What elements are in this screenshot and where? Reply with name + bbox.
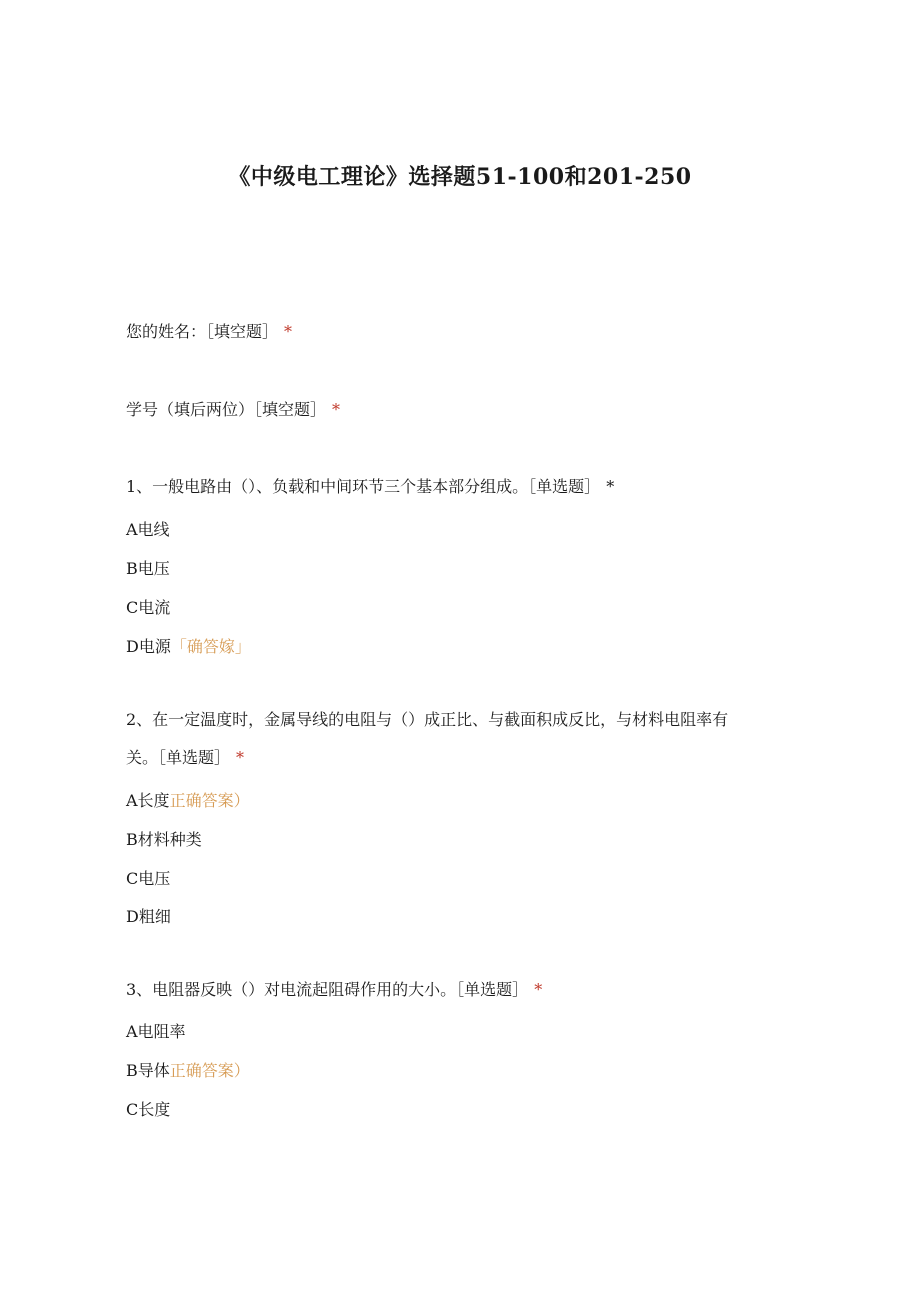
question-2-stem-line-1 — [126, 709, 728, 731]
question-2-option-d[interactable] — [126, 906, 171, 928]
option-text: D电源 — [126, 637, 171, 656]
required-marker: * — [332, 400, 341, 419]
question-3-option-b[interactable] — [126, 1060, 250, 1082]
question-2-text-cont: 关。［单选题］ — [126, 748, 231, 767]
question-1-option-c[interactable] — [126, 597, 170, 619]
option-text: A长度 — [126, 791, 170, 810]
option-text: C长度 — [126, 1100, 171, 1119]
student-id-field[interactable] — [126, 399, 340, 421]
question-3-option-c[interactable] — [126, 1099, 170, 1121]
option-text: B材料种类 — [126, 830, 202, 849]
option-text: C电流 — [126, 598, 171, 617]
question-2-option-a[interactable] — [126, 790, 250, 812]
answer-tag: 正确答案） — [169, 791, 250, 810]
question-3-text: 3、电阻器反映（）对电流起阻碍作用的大小。［单选题］ — [126, 980, 529, 999]
question-1-option-d[interactable] — [126, 636, 251, 658]
question-2-text: 2、在一定温度时，金属导线的电阻与（）成正比、与截面积成反比，与材料电阻率有 — [126, 710, 729, 729]
question-2-stem-line-2 — [126, 747, 244, 769]
page-title: 《中级电工理论》选择题51-100和201-250 — [228, 164, 692, 190]
question-1-option-b[interactable] — [126, 558, 170, 580]
student-id-field-label: 学号（填后两位）［填空题］ — [126, 400, 327, 419]
option-text: A电线 — [126, 520, 170, 539]
question-1-stem — [126, 476, 614, 498]
question-2-option-c[interactable] — [126, 868, 170, 890]
option-text: C电压 — [126, 869, 171, 888]
question-3-stem — [126, 979, 542, 1001]
required-marker: * — [606, 477, 615, 496]
question-2-option-b[interactable] — [126, 829, 202, 851]
answer-tag: 正确答案） — [169, 1061, 250, 1080]
question-1-text: 1、一般电路由（）、负载和中间环节三个基本部分组成。［单选题］ — [126, 477, 601, 496]
option-text: B电压 — [126, 559, 170, 578]
name-field-label: 您的姓名：［填空题］ — [126, 322, 279, 341]
required-marker: * — [236, 748, 245, 767]
required-marker: * — [284, 322, 293, 341]
option-text: A电阻率 — [126, 1022, 186, 1041]
answer-tag: 「确答嫁」 — [170, 637, 251, 656]
option-text: D粗细 — [126, 907, 171, 926]
question-1-option-a[interactable] — [126, 519, 170, 541]
required-marker: * — [534, 980, 543, 999]
question-3-option-a[interactable] — [126, 1021, 186, 1043]
option-text: B导体 — [126, 1061, 170, 1080]
name-field[interactable] — [126, 321, 292, 343]
